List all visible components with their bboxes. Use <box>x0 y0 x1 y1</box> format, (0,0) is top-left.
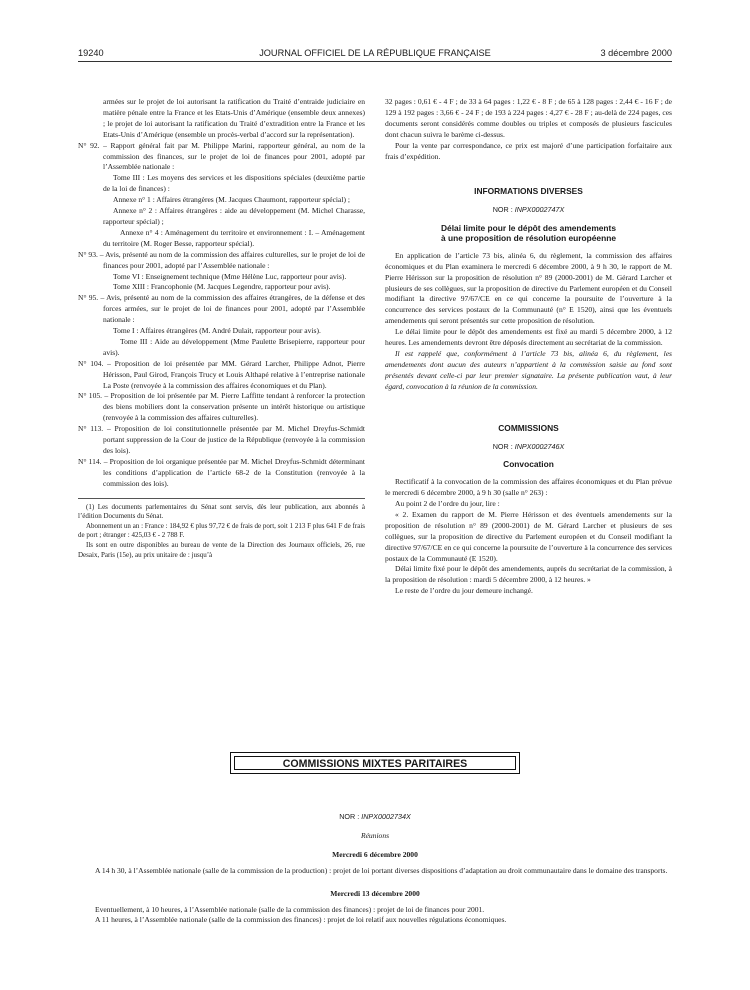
header-rule <box>78 61 672 62</box>
meeting-item: Eventuellement, à 10 heures, à l’Assemblée nationale (salle de la commission des finances) : projet de loi de finances pour 2001. <box>95 904 485 914</box>
document-item-92: N° 92. – Rapport général fait par M. Philippe Marini, rapporteur général, au nom de la commission des finances, sur le projet de loi de finances pour 2001, adopté par l’Assemblée nationale : <box>78 140 365 172</box>
tome-line: Tome VI : Enseignement technique (Mme Hélène Luc, rapporteur pour avis). <box>113 271 347 281</box>
footnote-line: Ils sont en outre disponibles au bureau de vente de la Direction des Journaux officiels, 26, rue Desaix, Paris (15e), au prix unitaire de : jusqu’à <box>78 541 365 559</box>
nor-reference: NOR : INPX0002734X <box>339 812 411 821</box>
document-item-104: N° 104. – Proposition de loi présentée par MM. Gérard Larcher, Philippe Adnot, Pierre Hérisson, Paul Girod, François Trucy et Louis Althapé relative à l’entreprise nationale La Poste (renvoyée à la commission des affaires économiques et du Plan). <box>78 358 365 390</box>
left-column <box>78 97 365 560</box>
meeting-day: Mercredi 6 décembre 2000 <box>332 849 418 859</box>
notice-paragraph: En application de l’article 73 bis, alinéa 6, du règlement, la commission des affaires économiques et du Plan examinera le mercredi 6 décembre 2000, à 9 h 30, le rapport de M. Pierre Hérisson sur la proposition de résolution n° 89 (2000-2001) de M. Gérard Larcher et plusieurs de ses collègues, sur la proposition de directive du Parlement européen et du Conseil modifiant la directive 97/67/CE en ce qui concerne la poursuite de l’ouverture à la concurrence des services postaux de la Communauté (n° E 1520), ainsi que les éventuels amendements qui seront présentés sur cette proposition de résolution. <box>385 250 672 326</box>
section-box <box>230 752 520 774</box>
right-column <box>385 97 672 597</box>
intro-paragraph: armées sur le projet de loi autorisant la ratification du Traité d’entraide judiciaire en matière pénale entre la France et les Etats-Unis d’Amérique (ensemble deux annexes) ; le projet de loi autorisant la ratification du Traité d’extradition entre la France et les Etats-Unis d’Amérique (ensemble un procès-verbal d’accord sur la représentation). <box>103 97 365 139</box>
notice-paragraph: Le délai limite pour le dépôt des amendements est fixé au mardi 5 décembre 2000, à 12 heures. Les amendements devront être déposés directement au secrétariat de la commission. <box>385 327 672 348</box>
tome-line: Tome III : Les moyens des services et les dispositions spéciales (deuxième partie de la loi de finances) : <box>103 173 365 194</box>
nor-reference: NOR : INPX0002746X <box>492 441 565 451</box>
annex-line: Annexe n° 4 : Aménagement du territoire et environnement : I. – Aménagement du territoire (M. Roger Besse, rapporteur spécial). <box>103 227 365 248</box>
tome-line: Tome I : Affaires étrangères (M. André Dulait, rapporteur pour avis). <box>113 326 321 336</box>
price-list: 32 pages : 0,61 € - 4 F ; de 33 à 64 pages : 1,22 € - 8 F ; de 65 à 128 pages : 2,44 € - 16 F ; de 129 à 192 pages : 3,66 € - 24 F ; de 193 à 224 pages : 4,27 € - 28 F ; au-delà de 224 pages, ces documents seront considérés comme doubles ou triples et composés de plusieurs fascicules dont chacun suivra le barème ci-dessus. <box>385 97 672 139</box>
document-item-95: N° 95. – Avis, présenté au nom de la commission des affaires étrangères, de la défense et des forces armées, sur le projet de loi de finances pour 2001, adopté par l’Assemblée nationale : <box>78 293 365 325</box>
meeting-day: Mercredi 13 décembre 2000 <box>330 888 420 898</box>
tome-line: Tome XIII : Francophonie (M. Jacques Legendre, rapporteur pour avis). <box>113 282 331 292</box>
section-title-informations: INFORMATIONS DIVERSES <box>474 186 583 197</box>
convocation-title: Convocation <box>503 459 554 470</box>
annex-line: Annexe n° 2 : Affaires étrangères : aide au développement (M. Michel Charasse, rapporteur spécial) ; <box>103 206 365 226</box>
meeting-item: A 14 h 30, à l’Assemblée nationale (salle de la commission de la production) : projet de loi portant diverses dispositions d’adaptation au droit communautaire dans le domaine des transports. <box>95 865 668 875</box>
convocation-paragraph: « 2. Examen du rapport de M. Pierre Hérisson et des éventuels amendements sur la proposition de résolution n° 89 (2000-2001) de M. Gérard Larcher et plusieurs de ses collègues, sur la proposition de directive du Parlement européen et du Conseil modifiant la directive 97/67/CE en ce qui concerne la poursuite de l’ouverture à la concurrence des services postaux de la Communauté (E 1520). <box>385 509 672 563</box>
notice-title: Délai limite pour le dépôt des amendements à une proposition de résolution européenne <box>441 223 616 244</box>
document-item-93: N° 93. – Avis, présenté au nom de la commission des affaires culturelles, sur le projet de loi de finances pour 2001, adopté par l’Assemblée nationale : <box>78 249 365 270</box>
issue-date: 3 décembre 2000 <box>600 48 672 58</box>
section-title-commissions: COMMISSIONS <box>498 422 559 433</box>
document-item-114: N° 114. – Proposition de loi organique présentée par M. Michel Dreyfus-Schmidt déterminant les conditions d’application de l’article 68-2 de la Constitution (renvoyée à la commission des lois). <box>78 456 365 488</box>
annex-line: Annexe n° 1 : Affaires étrangères (M. Jacques Chaumont, rapporteur spécial) ; <box>113 195 350 205</box>
page-header <box>78 48 672 60</box>
convocation-paragraph: Au point 2 de l’ordre du jour, lire : <box>395 499 500 509</box>
nor-reference: NOR : INPX0002747X <box>492 205 565 215</box>
footnote <box>78 498 365 561</box>
sales-note: Pour la vente par correspondance, ce prix est majoré d’une participation forfaitaire aux frais d’expédition. <box>385 140 672 161</box>
notice-reminder: Il est rappelé que, conformément à l’article 73 bis, alinéa 6, du règlement, les amendements dont aucun des auteurs n’appartient à la commission saisie au fond sont présentés devant celle-ci par leur premier signataire. La présente publication vaut, à leur égard, convocation à la réunion de la commission. <box>385 349 672 391</box>
document-item-105: N° 105. – Proposition de loi présentée par M. Pierre Laffitte tendant à renforcer la protection des biens mobiliers dont la conservation présente un intérêt historique ou artistique (renvoyée à la commission des affaires culturelles). <box>78 391 365 423</box>
reunions-heading: Réunions <box>360 830 390 840</box>
footnote-subscription: Abonnement un an : France : 184,92 € plus 97,72 € de frais de port, soit 1 213 F plus 641 F de frais de port ; étranger : 425,03 € - 2 788 F. <box>78 521 365 540</box>
convocation-paragraph: Délai limite fixé pour le dépôt des amendements, auprès du secrétariat de la commission, à la proposition de résolution : mardi 5 décembre 2000, à 12 heures. » <box>385 564 672 585</box>
footnote-line: (1) Les documents parlementaires du Sénat sont servis, dès leur publication, aux abonnés à l’édition Documents du Sénat. <box>78 502 365 521</box>
page-number: 19240 <box>78 48 104 58</box>
document-item-113: N° 113. – Proposition de loi constitutionnelle présentée par M. Michel Dreyfus-Schmidt portant suppression de la Cour de justice de la République (renvoyée à la commission des lois). <box>78 424 365 455</box>
journal-title: JOURNAL OFFICIEL DE LA RÉPUBLIQUE FRANÇAISE <box>259 48 491 58</box>
tome-line: Tome III : Aide au développement (Mme Paulette Brisepierre, rapporteur pour avis). <box>103 336 365 357</box>
convocation-paragraph: Rectificatif à la convocation de la commission des affaires économiques et du Plan prévue le mercredi 6 décembre 2000, à 9 h 30 (salle n° 263) : <box>385 477 672 498</box>
section-title-cmp: COMMISSIONS MIXTES PARITAIRES <box>234 756 516 770</box>
convocation-paragraph: Le reste de l’ordre du jour demeure inchangé. <box>395 586 533 596</box>
meeting-item: A 11 heures, à l’Assemblée nationale (salle de la commission des finances) : projet de loi relatif aux nouvelles régulations économiques. <box>95 915 507 925</box>
cmp-section <box>78 812 672 926</box>
